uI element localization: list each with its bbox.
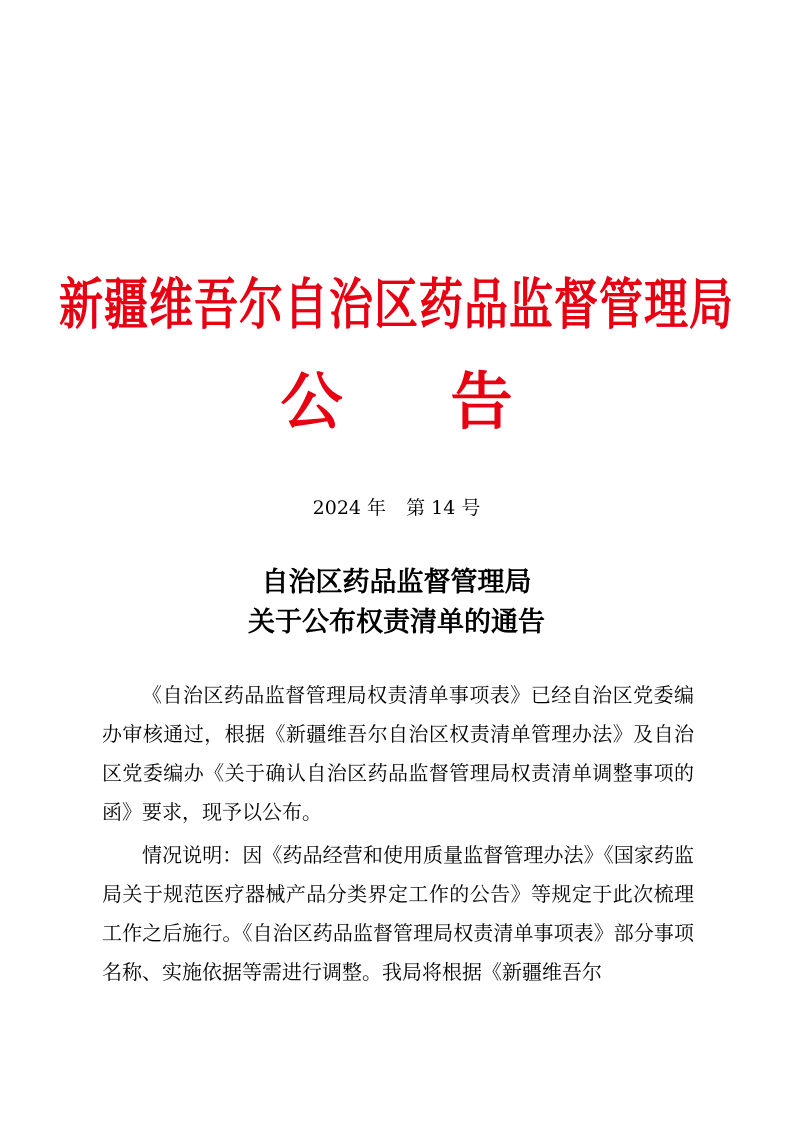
document-body xyxy=(102,676,694,996)
document-type-char-gao: 告 xyxy=(450,365,513,438)
masthead-agency-name: 新疆维吾尔自治区药品监督管理局 xyxy=(59,273,734,337)
document-title xyxy=(0,563,793,643)
document-title-line-1: 自治区药品监督管理局 xyxy=(261,567,532,598)
document-number xyxy=(0,494,793,522)
body-paragraph: 情况说明：因《药品经营和使用质量监督管理办法》《国家药监局关于规范医疗器械产品分类界定工作的公告》等规定于此次梳理工作之后施行。《自治区药品监督管理局权责清单事项表》部分事项名称、实施依据等需进行调整。我局将根据《新疆维吾尔 xyxy=(102,843,694,984)
document-title-line-2: 关于公布权责清单的通告 xyxy=(248,607,545,638)
document-year: 2024 年 xyxy=(312,497,387,519)
document-type-heading xyxy=(0,362,793,442)
document-type-char-gong: 公 xyxy=(280,365,343,438)
body-paragraph: 《自治区药品监督管理局权责清单事项表》已经自治区党委编办审核通过，根据《新疆维吾尔自治区权责清单管理办法》及自治区党委编办《关于确认自治区药品监督管理局权责清单调整事项的函》要求，现予以公布。 xyxy=(102,683,694,824)
document-serial-number: 第 14 号 xyxy=(406,497,481,519)
